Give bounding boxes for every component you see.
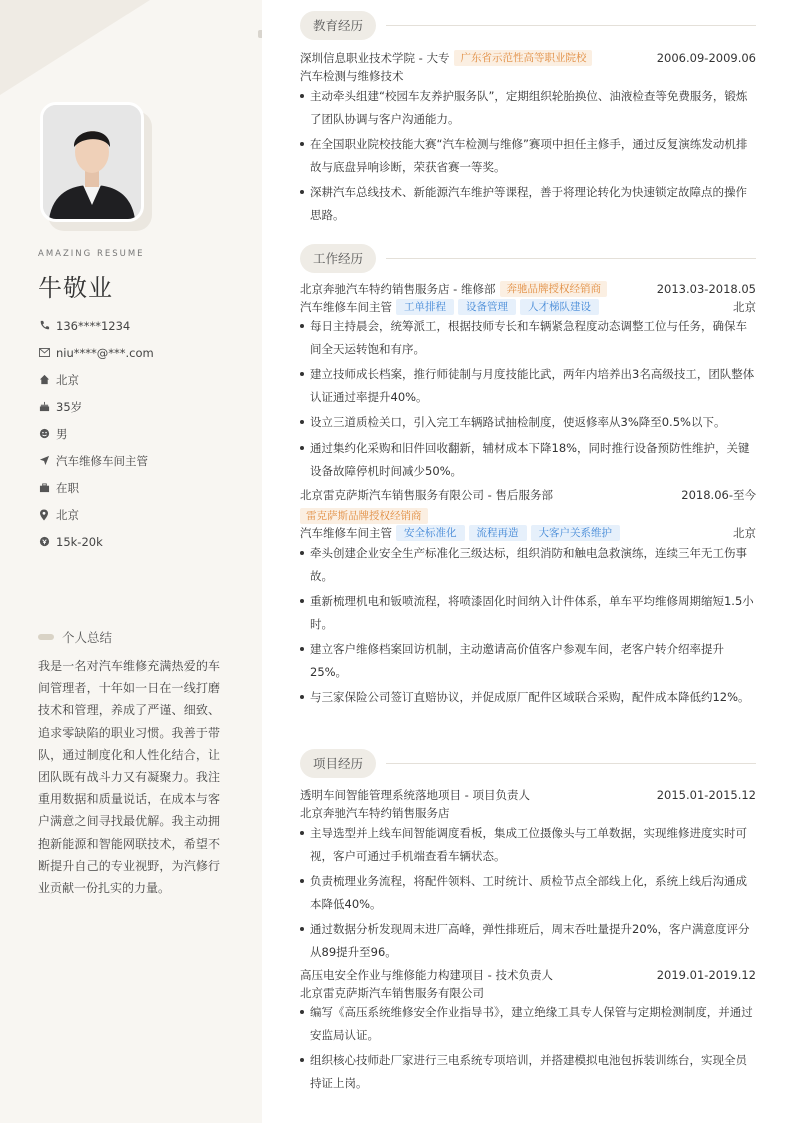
job-company-tag-row xyxy=(300,507,756,525)
section-projects xyxy=(300,748,756,778)
job-bullet: 通过集约化采购和旧件回收翻新，辅材成本下降18%，同时推行设备预防性维护，关键设备故障停机时间减少50%。 xyxy=(300,437,756,482)
job-bullet: 每日主持晨会，统筹派工，根据技师专长和车辆紧急程度动态调整工位与任务，确保车间全天运转饱和有序。 xyxy=(300,315,756,360)
project-name: 透明车间智能管理系统落地项目 - 项目负责人 xyxy=(300,788,530,802)
summary-text: 我是一名对汽车维修充满热爱的车间管理者，十年如一日在一线打磨技术和管理，养成了严谨、细致、追求零缺陷的职业习惯。我善于带队，通过制度化和人性化结合，让团队既有战斗力又有凝聚力。我注重用数据和质量说话，在成本与客户满意之间寻找最优解。我主动拥抱新能源和智能网联技术，希望不断提升自己的专业视野，为汽修行业贡献一份扎实的力量。 xyxy=(38,659,220,896)
job-bullet: 重新梳理机电和钣喷流程，将喷漆固化时间纳入计件体系，单车平均维修周期缩短1.5小时。 xyxy=(300,590,756,635)
resume-tagline: AMAZING RESUME xyxy=(38,249,145,259)
location-icon xyxy=(38,509,50,521)
info-phone-text: 136****1234 xyxy=(56,318,131,333)
project-bullet: 编写《高压系统维修安全作业指导书》，建立绝缘工具专人保管与定期检测制度，并通过安监局认证。 xyxy=(300,1001,756,1046)
job-city: 北京 xyxy=(733,300,756,314)
send-icon xyxy=(38,455,50,467)
project-bullet: 通过数据分析发现周末进厂高峰，弹性排班后，周末吞吐量提升20%，客户满意度评分从89提升至96。 xyxy=(300,918,756,963)
portrait-image xyxy=(43,105,141,219)
education-bullet: 在全国职业院校技能大赛“汽车检测与维修”赛项中担任主修手，通过反复演练发动机排故与底盘异响诊断，荣获省赛一等奖。 xyxy=(300,133,756,178)
section-education xyxy=(300,10,756,40)
salary-icon xyxy=(38,536,50,548)
project-bullet: 组织核心技师赴厂家进行三电系统专项培训，并搭建模拟电池包拆装训练台，实现全员持证上岗。 xyxy=(300,1049,756,1094)
info-location-text: 北京 xyxy=(56,507,79,522)
skill-tag: 安全标准化 xyxy=(396,525,465,541)
info-age-text: 35岁 xyxy=(56,399,83,414)
project-date: 2019.01-2019.12 xyxy=(656,968,756,982)
mail-icon xyxy=(38,347,50,359)
education-date: 2006.09-2009.06 xyxy=(656,51,756,65)
decorative-dot xyxy=(258,30,262,38)
job-bullet: 与三家保险公司签订直赔协议，并促成原厂配件区域联合采购，配件成本降低约12%。 xyxy=(300,686,756,709)
education-tag: 广东省示范性高等职业院校 xyxy=(454,50,592,66)
info-position-text: 汽车维修车间主管 xyxy=(56,453,148,468)
briefcase-icon xyxy=(38,482,50,494)
info-phone xyxy=(38,312,154,339)
job-header xyxy=(300,280,756,298)
job-bullet: 建立客户维修档案回访机制，主动邀请高价值客户参观车间，老客户转介绍率提升25%。 xyxy=(300,638,756,683)
info-home xyxy=(38,366,154,393)
avatar xyxy=(40,102,144,222)
project-org: 北京雷克萨斯汽车销售服务有限公司 xyxy=(300,986,484,1000)
education-school: 深圳信息职业技术学院 - 大专 xyxy=(300,51,450,65)
project-org-row xyxy=(300,804,756,822)
section-education-title: 教育经历 xyxy=(300,11,376,40)
summary-bar-icon xyxy=(38,634,54,640)
section-divider xyxy=(386,763,756,764)
job-company: 北京雷克萨斯汽车销售服务有限公司 - 售后服务部 xyxy=(300,488,553,502)
info-gender xyxy=(38,420,154,447)
home-icon xyxy=(38,374,50,386)
job-role-row xyxy=(300,298,756,316)
education-header xyxy=(300,49,756,67)
info-email-text: niu****@***.com xyxy=(56,345,154,360)
skill-tag: 设备管理 xyxy=(458,299,516,315)
job-bullet: 建立技师成长档案，推行师徒制与月度技能比武，两年内培养出3名高级技工，团队整体认证通过率提升40%。 xyxy=(300,363,756,408)
job-date: 2018.06-至今 xyxy=(681,488,756,502)
info-email xyxy=(38,339,154,366)
skill-tag: 流程再造 xyxy=(469,525,527,541)
sidebar xyxy=(0,0,262,1123)
summary-title: 个人总结 xyxy=(62,630,113,645)
education-bullet: 主动牵头组建“校园车友养护服务队”，定期组织轮胎换位、油液检查等免费服务，锻炼了团队协调与客户沟通能力。 xyxy=(300,85,756,130)
skill-tag: 人才梯队建设 xyxy=(520,299,599,315)
info-salary xyxy=(38,528,154,555)
info-gender-text: 男 xyxy=(56,426,68,441)
summary-heading xyxy=(38,628,112,646)
project-bullet: 主导选型并上线车间智能调度看板，集成工位摄像头与工单数据，实现维修进度实时可视，客户可通过手机端查看车辆状态。 xyxy=(300,822,756,867)
job-header xyxy=(300,486,756,504)
job-role: 汽车维修车间主管 xyxy=(300,526,392,540)
job-date: 2013.03-2018.05 xyxy=(656,282,756,296)
info-age xyxy=(38,393,154,420)
job-company: 北京奔驰汽车特约销售服务店 - 维修部 xyxy=(300,282,496,296)
info-status xyxy=(38,474,154,501)
project-name: 高压电安全作业与维修能力构建项目 - 技术负责人 xyxy=(300,968,553,982)
info-location xyxy=(38,501,154,528)
job-bullet: 设立三道质检关口，引入完工车辆路试抽检制度，使返修率从3%降至0.5%以下。 xyxy=(300,411,756,434)
education-bullet: 深耕汽车总线技术、新能源汽车维护等课程，善于将理论转化为快速锁定故障点的操作思路。 xyxy=(300,181,756,226)
job-company-tag: 雷克萨斯品牌授权经销商 xyxy=(300,508,428,524)
project-header xyxy=(300,966,756,984)
project-org: 北京奔驰汽车特约销售服务店 xyxy=(300,806,450,820)
candidate-name: 牛敬业 xyxy=(38,274,113,302)
info-salary-text: 15k-20k xyxy=(56,534,103,549)
education-major: 汽车检测与维修技术 xyxy=(300,69,404,83)
decorative-corner xyxy=(0,0,150,95)
job-company-tag: 奔驰品牌授权经销商 xyxy=(500,281,607,297)
contact-info-list xyxy=(38,312,154,555)
info-home-text: 北京 xyxy=(56,372,79,387)
project-date: 2015.01-2015.12 xyxy=(656,788,756,802)
job-city: 北京 xyxy=(733,526,756,540)
gender-icon xyxy=(38,428,50,440)
job-role-row xyxy=(300,524,756,542)
project-bullet: 负责梳理业务流程，将配件领料、工时统计、质检节点全部线上化，系统上线后沟通成本降低40%。 xyxy=(300,870,756,915)
section-projects-title: 项目经历 xyxy=(300,749,376,778)
section-work-title: 工作经历 xyxy=(300,244,376,273)
info-status-text: 在职 xyxy=(56,480,79,495)
project-header xyxy=(300,786,756,804)
project-org-row xyxy=(300,984,756,1002)
skill-tag: 大客户关系维护 xyxy=(531,525,621,541)
section-divider xyxy=(386,258,756,259)
education-major-row xyxy=(300,67,756,85)
info-position xyxy=(38,447,154,474)
skill-tag: 工单排程 xyxy=(396,299,454,315)
job-bullet: 牵头创建企业安全生产标准化三级达标，组织消防和触电急救演练，连续三年无工伤事故。 xyxy=(300,542,756,587)
cake-icon xyxy=(38,401,50,413)
section-divider xyxy=(386,25,756,26)
section-work xyxy=(300,243,756,273)
job-role: 汽车维修车间主管 xyxy=(300,300,392,314)
phone-icon xyxy=(38,320,50,332)
